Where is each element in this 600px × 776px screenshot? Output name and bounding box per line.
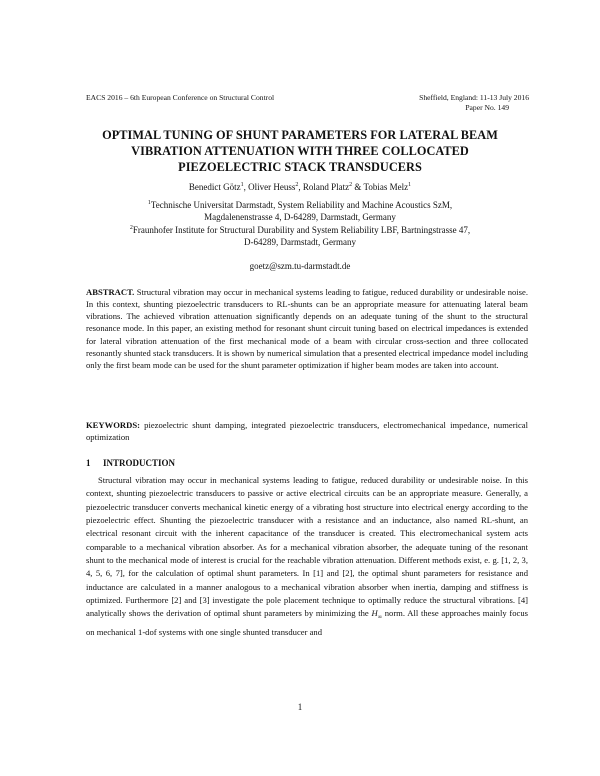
contact-email: goetz@szm.tu-darmstadt.de [249, 261, 351, 271]
title-line-1: OPTIMAL TUNING OF SHUNT PARAMETERS FOR LATERAL BEAM [102, 128, 498, 142]
keywords-text: piezoelectric shunt damping, integrated piezoelectric transducers, electromechanical impedance, numerical optimization [86, 420, 528, 443]
author-2: Oliver Heuss [248, 182, 296, 192]
paper-title [70, 127, 530, 175]
author-separator: & [352, 182, 364, 192]
h-norm-subscript: ∞ [377, 615, 382, 622]
author-1-affil: 1 [240, 182, 244, 188]
location-date: Sheffield, England: 11-13 July 2016 [419, 93, 529, 102]
author-3-affil: 2 [349, 182, 353, 188]
conference-name: EACS 2016 – 6th European Conference on Structural Control [86, 93, 275, 102]
section-title: INTRODUCTION [103, 458, 176, 468]
title-line-3: PIEZOELECTRIC STACK TRANSDUCERS [178, 160, 422, 174]
affiliation-line: Technische Universitat Darmstadt, System Reliability and Machine Acoustics SzM, [150, 200, 453, 210]
introduction-paragraph [86, 474, 528, 639]
author-separator: , [298, 182, 303, 192]
author-separator: , [243, 182, 249, 192]
paper-number: Paper No. 149 [465, 103, 509, 112]
page-number: 1 [297, 702, 303, 712]
section-number: 1 [86, 458, 91, 468]
affiliation-line: D-64289, Darmstadt, Germany [244, 237, 356, 248]
affiliation-line: Magdalenenstrasse 4, D-64289, Darmstadt, Germany [204, 212, 396, 223]
intro-text-continued: norm. All these approaches mainly focus on mechanical 1-dof systems with one single shunted transducer and [86, 608, 528, 637]
affiliation-1 [70, 199, 530, 211]
author-4-affil: 1 [408, 182, 412, 188]
author-1: Benedict Götz [188, 182, 241, 192]
affiliation-marker: 1 [147, 200, 151, 206]
abstract-text: Structural vibration may occur in mechanical systems leading to fatigue, reduced durability or undesirable noise. In this context, shunting piezoelectric transducers to RL-shunts can be an appropriate measure for attenuating lateral beam vibrations. The achieved vibration attenuation significantly depends on an adequate tuning of the shunt to the structural resonance mode. In this paper, an existing method for resonant shunt circuit tuning based on electrical impedances is extended for lateral vibration attenuation of the first mechanical mode of a beam with circular cross-section and three collocated resonantly shunted stack transducers. It is shown by numerical simulation that a presented electrical impedance model including only the first beam mode can be used for the shunt parameter optimization if higher beam modes are taken into account. [86, 287, 528, 370]
section-heading [86, 458, 175, 468]
affiliation-line: Fraunhofer Institute for Structural Durability and System Reliability LBF, Bartningstrasse 47, [132, 224, 471, 235]
abstract [86, 286, 528, 371]
abstract-label: ABSTRACT. [86, 287, 135, 297]
running-header-conference [86, 93, 274, 103]
intro-text: Structural vibration may occur in mechanical systems leading to fatigue, reduced durability or undesirable noise. In this context, shunting piezoelectric transducers to passive or active electrical circuits can be an appropriate measure. Generally, a piezoelectric transducer converts mechanical kinetic energy of a vibrating host structure into electrical energy according to the piezoelectric effect. Shunting the piezoelectric transducer with a resistance and an inductance, also named RL-shunt, an electrical resonant circuit with the inherent capacitance of the transducer is created. This electromechanical system acts comparable to a mechanical vibration absorber. As for a mechanical vibration absorber, the adequate tuning of the resonant shunt to the mechanical mode of interest is crucial for the reachable vibration attenuation. Different methods exist, e. g. [1, 2, 3, 4, 5, 6, 7], for the calculation of optimal shunt parameters. In [1] and [2], the optimal shunt parameters for resistance and inductance are calculated in a manner analogous to a mechanical vibration absorber when inertia, damping and stiffness is optimized. Furthermore [2] and [3] investigate the pole placement technique to optimally reduce the structural vibrations. [4] analytically shows the derivation of optimal shunt parameters by minimizing the [86, 475, 528, 619]
h-norm-symbol: H [371, 608, 378, 619]
author-2-affil: 2 [295, 182, 299, 188]
keywords [86, 419, 528, 443]
author-list [70, 181, 530, 193]
author-4: Tobias Melz [363, 182, 409, 192]
running-header-right [419, 93, 529, 113]
affiliation-marker: 2 [129, 224, 133, 231]
title-line-2: VIBRATION ATTENUATION WITH THREE COLLOCATED [131, 144, 469, 158]
author-3: Roland Platz [302, 182, 350, 192]
affiliations [70, 199, 530, 249]
keywords-label: KEYWORDS: [86, 420, 140, 430]
affiliation-2 [70, 224, 530, 236]
